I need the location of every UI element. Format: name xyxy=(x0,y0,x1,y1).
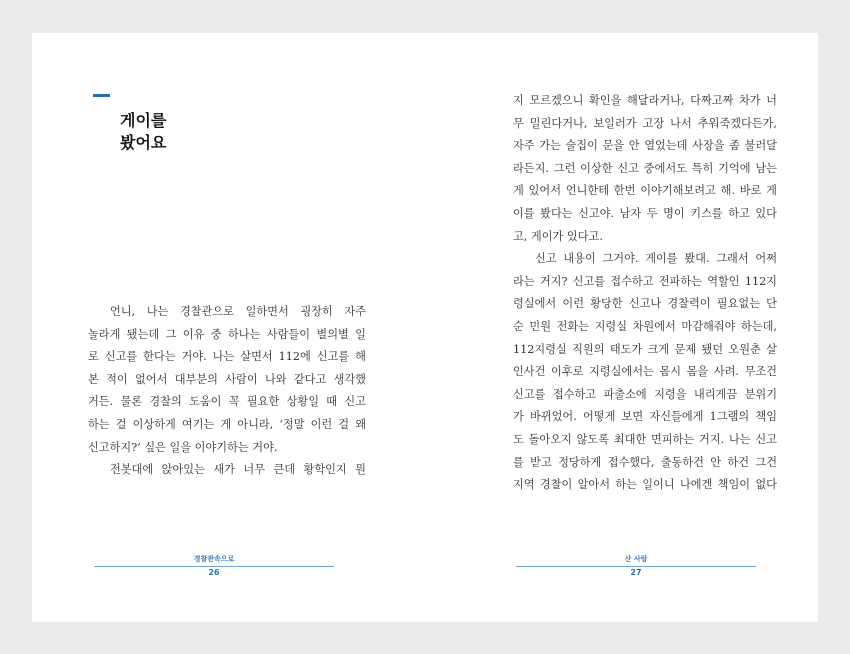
chapter-title-line: 게이를 xyxy=(120,111,167,130)
text-line: 라든지. 그런 이상한 신고 중에서도 특히 기억에 남는 xyxy=(513,161,777,175)
text-line: 인사건 이후로 지령실에서는 몸시 몸을 사려. 무조건 xyxy=(513,365,777,379)
left-footer xyxy=(94,554,334,578)
left-page xyxy=(32,33,425,622)
text-line: 언니, 나는 경찰관으로 일하면서 굉장히 자주 xyxy=(110,305,366,318)
text-line: 게 있어서 언니한테 한번 이야기해보려고 해. 바로 게 xyxy=(513,184,777,198)
book-spread xyxy=(32,33,818,622)
right-page xyxy=(425,33,818,622)
text-line: 놀라게 됐는데 그 이유 중 하나는 사람들이 별의별 일 xyxy=(88,327,366,341)
page-number: 27 xyxy=(630,568,642,577)
text-line: 무 밀린다거나, 보일러가 고장 나서 추워죽겠다든가, xyxy=(513,116,777,130)
text-line: 본 적이 없어서 대부분의 사람이 나와 같다고 생각했 xyxy=(88,372,366,386)
text-line: 라는 거지? 신고를 접수하고 전파하는 역할인 112지 xyxy=(513,274,777,288)
text-line: 순 민원 전화는 지령실 차원에서 마감해줘야 하는데, xyxy=(513,319,777,333)
chapter-title-line: 봤어요 xyxy=(120,133,167,152)
text-line: 전봇대에 앉아있는 새가 너무 큰데 황학인지 뭔 xyxy=(110,463,366,477)
running-footer-label: 경찰관속으로 xyxy=(94,554,334,567)
text-line: 신고하지?’ 싶은 일을 이야기하는 거야. xyxy=(88,440,278,454)
title-accent-bar xyxy=(93,94,110,97)
text-line: 도 돌아오지 않도록 최대한 면피하는 거지. 나는 신고 xyxy=(513,432,777,446)
text-line: 가 바뀌었어. 어떻게 보면 자신들에게 1그램의 책임 xyxy=(513,410,777,424)
text-line: 지역 경찰이 알아서 하는 일이니 나에겐 책임이 없다 xyxy=(513,478,777,492)
text-line: 를 받고 정당하게 접수했다, 출동하건 안 하건 그건 xyxy=(513,455,777,469)
left-body-text xyxy=(88,301,366,482)
text-line: 고, 게이가 있다고. xyxy=(513,229,603,243)
chapter-title xyxy=(120,110,166,154)
text-line: 112지령실 직원의 태도가 크게 문제 됐던 오원춘 살 xyxy=(513,342,777,356)
text-line: 신고를 접수하고 파출소에 지령을 내리게끔 분위기 xyxy=(513,387,777,401)
right-body-text xyxy=(513,90,777,497)
page-number: 26 xyxy=(208,568,220,577)
text-line: 자주 가는 술집이 문을 안 열었는데 사장을 좀 불러달 xyxy=(513,139,777,153)
text-line: 이를 봤다는 신고야. 남자 두 명이 키스를 하고 있다 xyxy=(513,206,777,220)
text-line: 지 모르겠으니 확인을 해달라거나, 다짜고짜 차가 너 xyxy=(513,94,777,107)
right-footer xyxy=(516,554,756,578)
text-line: 로 신고를 한다는 거야. 나는 살면서 112에 신고를 해 xyxy=(88,350,366,364)
running-footer-label: 산 사람 xyxy=(516,554,756,567)
text-line: 신고 내용이 그거야. 게이를 봤대. 그래서 어쩌 xyxy=(535,252,777,266)
text-line: 하는 걸 이상하게 여기는 게 아니라, ‘정말 이런 걸 왜 xyxy=(88,417,366,431)
text-line: 령실에서 이런 황당한 신고나 경찰력이 필요없는 단 xyxy=(513,297,777,311)
text-line: 거든. 물론 경찰의 도움이 꼭 필요한 상황일 때 신고 xyxy=(88,395,366,409)
